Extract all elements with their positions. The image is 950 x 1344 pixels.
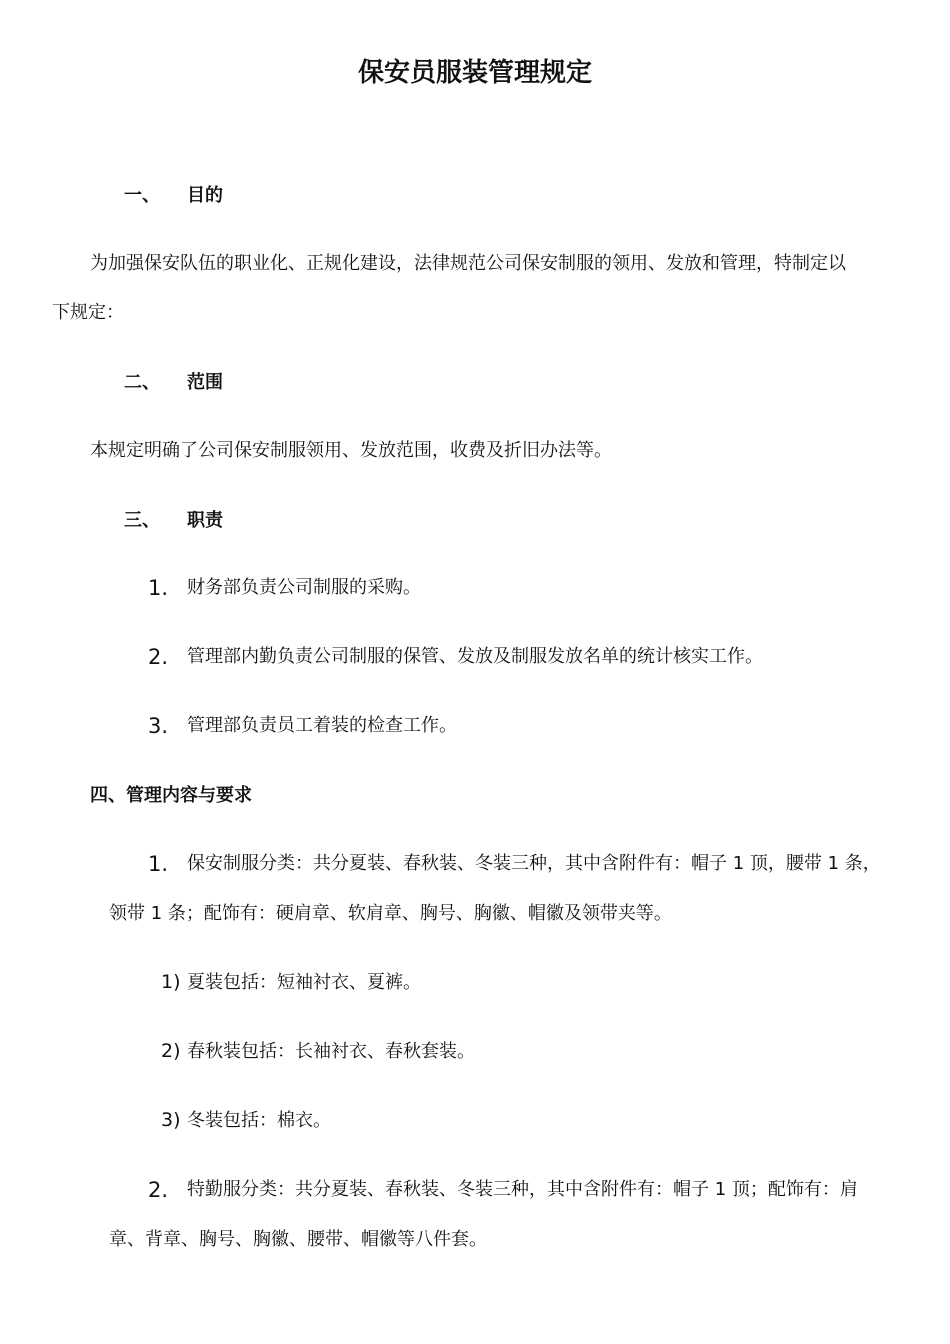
section-1-heading: 目的 xyxy=(187,185,223,206)
duty-item-3-number: 3. xyxy=(148,714,169,738)
section-4-heading: 四、管理内容与要求 xyxy=(90,785,252,806)
mgmt-item-2-number: 2. xyxy=(148,1178,169,1202)
section-1-number: 一、 xyxy=(124,185,160,206)
subitem-3-number: 3) xyxy=(161,1109,181,1131)
section-2-number: 二、 xyxy=(124,372,160,393)
duty-item-2-text: 管理部内勤负责公司制服的保管、发放及制服发放名单的统计核实工作。 xyxy=(187,646,763,667)
duty-item-3-text: 管理部负责员工着装的检查工作。 xyxy=(187,715,457,736)
subitem-1-text: 夏装包括：短袖衬衣、夏裤。 xyxy=(187,972,421,993)
section-1-paragraph-line1: 为加强保安队伍的职业化、正规化建设，法律规范公司保安制服的领用、发放和管理，特制定以 xyxy=(90,253,846,274)
mgmt-item-2-line1: 特勤服分类：共分夏装、春秋装、冬装三种，其中含附件有：帽子 1 顶；配饰有：肩 xyxy=(187,1179,858,1200)
subitem-1-number: 1) xyxy=(161,971,181,993)
subitem-2-number: 2) xyxy=(161,1040,181,1062)
duty-item-1-text: 财务部负责公司制服的采购。 xyxy=(187,577,421,598)
subitem-2-text: 春秋装包括：长袖衬衣、春秋套装。 xyxy=(187,1041,475,1062)
section-3-number: 三、 xyxy=(124,510,160,531)
subitem-3-text: 冬装包括：棉衣。 xyxy=(187,1110,331,1131)
section-2-heading: 范围 xyxy=(187,372,223,393)
duty-item-2-number: 2. xyxy=(148,645,169,669)
mgmt-item-1-number: 1. xyxy=(148,852,169,876)
document-title: 保安员服装管理规定 xyxy=(357,58,592,88)
duty-item-1-number: 1. xyxy=(148,576,169,600)
mgmt-item-1-line1: 保安制服分类：共分夏装、春秋装、冬装三种，其中含附件有：帽子 1 顶，腰带 1 条， xyxy=(187,853,881,874)
section-1-paragraph-line2: 下规定： xyxy=(52,302,124,323)
mgmt-item-1-line2: 领带 1 条；配饰有：硬肩章、软肩章、胸号、胸徽、帽徽及领带夹等。 xyxy=(109,903,672,924)
mgmt-item-2-line2: 章、背章、胸号、胸徽、腰带、帽徽等八件套。 xyxy=(109,1229,487,1250)
section-2-paragraph: 本规定明确了公司保安制服领用、发放范围，收费及折旧办法等。 xyxy=(90,440,612,461)
section-3-heading: 职责 xyxy=(187,510,223,531)
